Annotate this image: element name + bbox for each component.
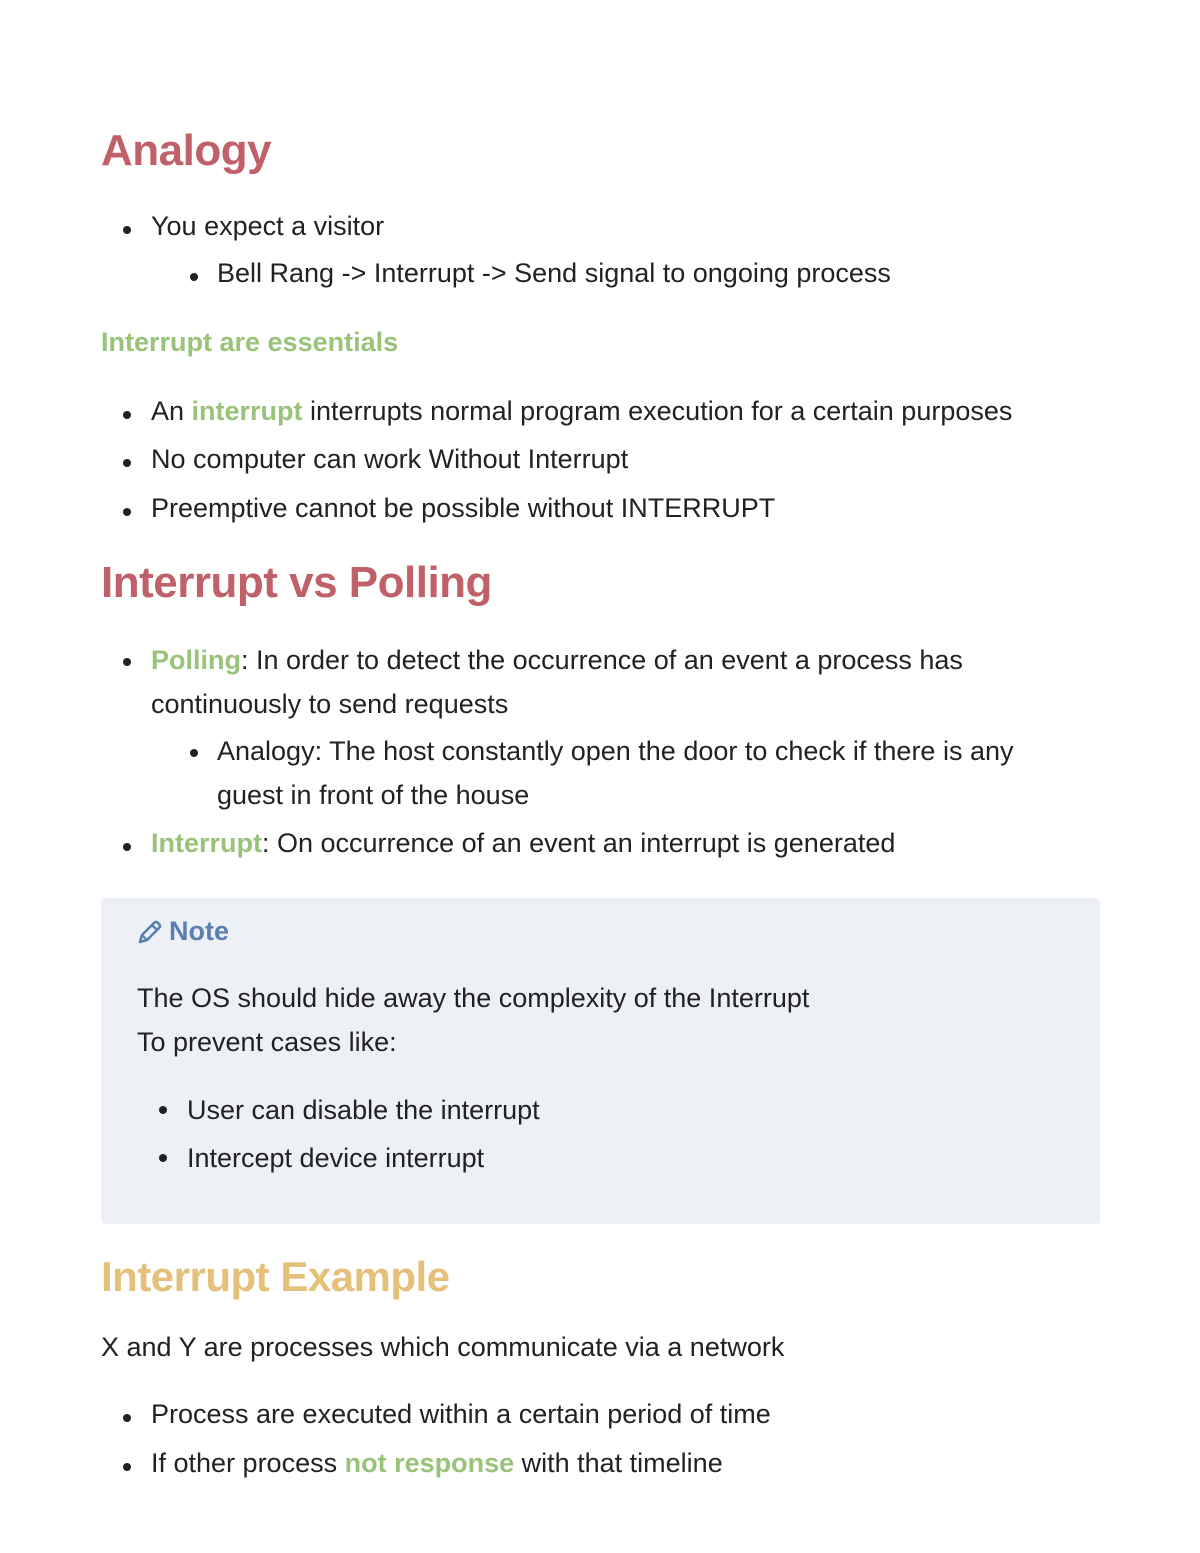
note-title bbox=[137, 916, 229, 947]
list-item bbox=[101, 206, 1101, 246]
list-item bbox=[101, 729, 1101, 817]
heading-interrupt-vs-polling: Interrupt vs Polling bbox=[101, 558, 492, 607]
list-item-text: : On occurrence of an event an interrupt is generated bbox=[262, 828, 896, 858]
list-item-text: continuously to send requests bbox=[151, 689, 509, 719]
list-item bbox=[101, 823, 1101, 863]
essentials-list-3 bbox=[101, 488, 1101, 528]
polling-list bbox=[101, 638, 1101, 726]
pencil-icon bbox=[137, 919, 163, 945]
note-text: The OS should hide away the complexity of the Interrupt bbox=[137, 983, 810, 1013]
analogy-list bbox=[101, 206, 1101, 246]
heading-interrupt-example: Interrupt Example bbox=[101, 1253, 450, 1300]
list-item bbox=[101, 638, 1101, 726]
note-callout bbox=[101, 898, 1100, 1224]
list-item bbox=[101, 1134, 1100, 1182]
list-item bbox=[101, 1394, 1101, 1434]
list-item-text: guest in front of the house bbox=[217, 780, 530, 810]
essentials-list bbox=[101, 391, 1101, 431]
list-item-text: interrupts normal program execution for a certain purposes bbox=[302, 396, 1013, 426]
list-item-text: An bbox=[151, 396, 192, 426]
list-item bbox=[101, 488, 1101, 528]
heading-interrupt-essentials: Interrupt are essentials bbox=[101, 327, 399, 357]
example-intro: X and Y are processes which communicate via a network bbox=[101, 1332, 785, 1362]
list-item-text: No computer can work Without Interrupt bbox=[151, 444, 629, 474]
essentials-list-2 bbox=[101, 439, 1101, 479]
list-item-text: Process are executed within a certain period of time bbox=[151, 1399, 771, 1429]
list-item-text: with that timeline bbox=[514, 1448, 723, 1478]
note-title-text: Note bbox=[169, 916, 229, 946]
list-item bbox=[101, 1443, 1101, 1483]
list-item bbox=[101, 253, 1101, 293]
list-item-text: User can disable the interrupt bbox=[187, 1095, 540, 1125]
interrupt-list bbox=[101, 823, 1101, 863]
note-list bbox=[101, 1086, 1100, 1182]
list-item-text: : In order to detect the occurrence of an event a process has bbox=[241, 645, 963, 675]
example-list-2 bbox=[101, 1443, 1101, 1483]
note-text: To prevent cases like: bbox=[137, 1027, 397, 1057]
example-list bbox=[101, 1394, 1101, 1434]
note-body bbox=[137, 976, 809, 1064]
list-item-text: If other process bbox=[151, 1448, 345, 1478]
highlight-term: Interrupt bbox=[151, 828, 262, 858]
list-item bbox=[101, 439, 1101, 479]
heading-analogy: Analogy bbox=[101, 126, 272, 175]
highlight-term: Polling bbox=[151, 645, 241, 675]
highlight-term: not response bbox=[344, 1448, 515, 1478]
list-item-text: Preemptive cannot be possible without INTERRUPT bbox=[151, 493, 776, 523]
list-item-text: Analogy: The host constantly open the door to check if there is any bbox=[217, 736, 1014, 766]
polling-sublist bbox=[101, 729, 1101, 817]
list-item-text: Bell Rang -> Interrupt -> Send signal to ongoing process bbox=[217, 258, 891, 288]
list-item bbox=[101, 391, 1101, 431]
highlight-term: interrupt bbox=[191, 396, 303, 426]
analogy-sublist bbox=[101, 253, 1101, 293]
list-item-text: You expect a visitor bbox=[151, 211, 385, 241]
list-item bbox=[101, 1086, 1100, 1134]
list-item-text: Intercept device interrupt bbox=[187, 1143, 485, 1173]
